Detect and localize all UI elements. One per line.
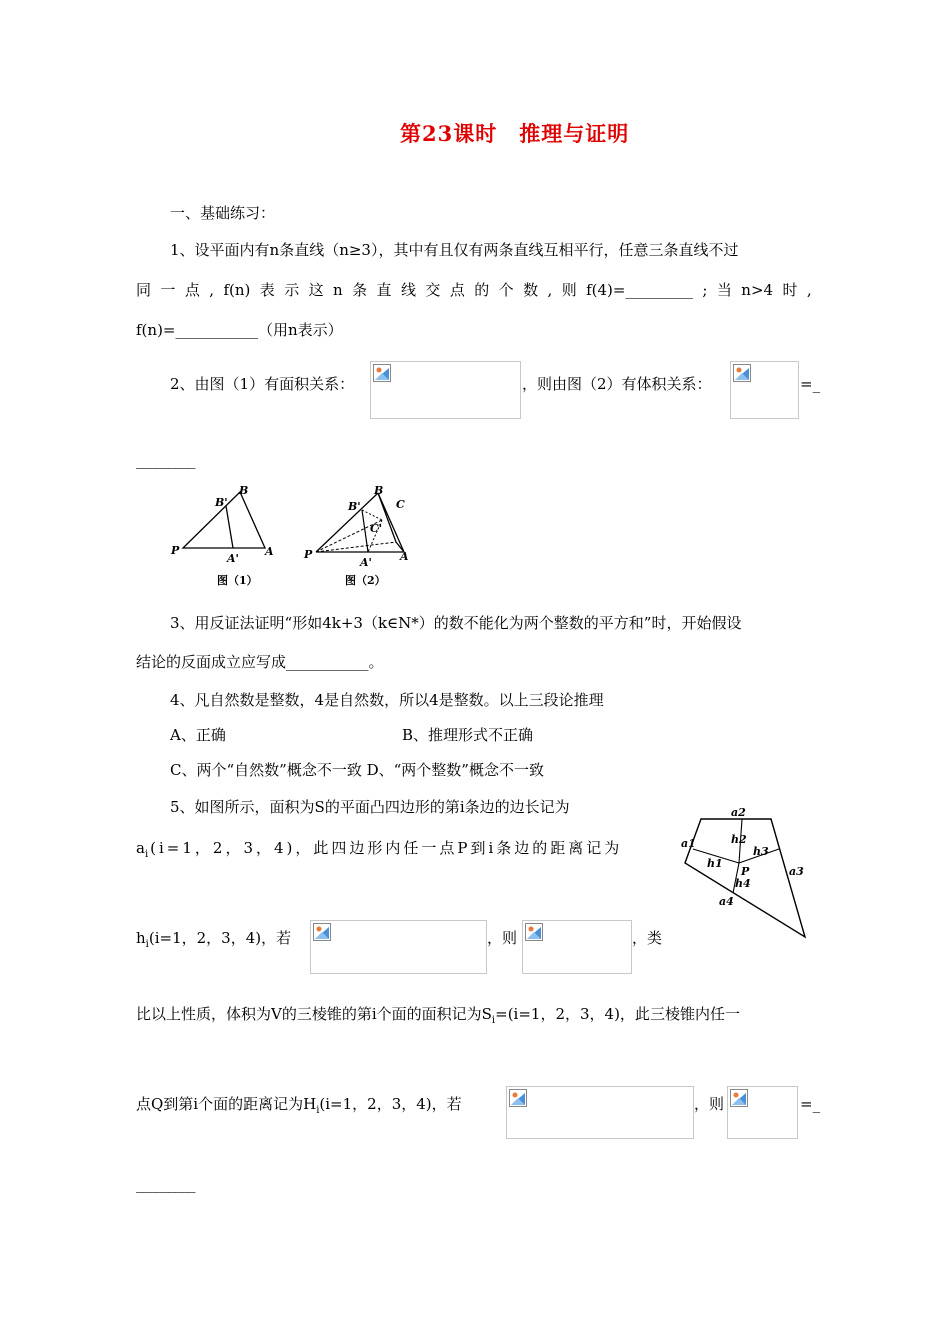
q5-line2-text: (i=1，2，3，4)，此四边形内任一点P到i条边的距离记为 (150, 839, 623, 857)
q1-line2-token: 示 (284, 281, 300, 299)
fig2-label-p: P (304, 548, 313, 561)
fig2-label-bprime: B' (348, 500, 361, 513)
fig1-label-bprime: B' (215, 496, 228, 509)
q5-line1: 5、如图所示，面积为S的平面凸四边形的第i条边的边长记为 (170, 798, 570, 816)
q5-then-1: ，则 (487, 929, 518, 947)
fig1-label-b: B (239, 484, 249, 497)
fig2-label-a: A (400, 550, 409, 563)
broken-image-icon (313, 923, 331, 941)
quad-label-a1: a1 (681, 837, 696, 850)
broken-image-formula-2 (730, 361, 799, 419)
q1-line1: 1、设平面内有n条直线（n≥3），其中有且仅有两条直线互相平行，任意三条直线不过 (170, 241, 739, 259)
q5-line5-start: 点Q到第i个面的距离记为$H_i(i=1$，2，3，4)，若 (136, 1095, 462, 1116)
q1-line2-token: 点 (184, 281, 200, 299)
q4-option-b: B、推理形式不正确 (402, 726, 534, 744)
q4-options-cd: C、两个“自然数”概念不一致 D、“两个整数”概念不一致 (170, 761, 544, 779)
figure-2-pyramid (300, 480, 420, 590)
q2-middle: ，则由图（2）有体积关系： (522, 375, 712, 393)
q3-line2: 结论的反面成立应写成___________。 (136, 653, 384, 671)
q1-line2-token: , (209, 281, 215, 299)
q1-line2-token: , (547, 281, 553, 299)
q1-line2-token: f(4)=_________ (586, 281, 693, 299)
quad-label-h1: h1 (707, 857, 723, 870)
q2-suffix: =_ (800, 375, 821, 393)
broken-image-formula-6 (727, 1086, 798, 1139)
q1-line2-token: 线 (400, 281, 416, 299)
q2-prefix: 2、由图（1）有面积关系： (170, 375, 355, 393)
quad-label-h2: h2 (731, 833, 747, 846)
section-heading: 一、基础练习： (170, 204, 276, 222)
q5-then-2: ，则 (694, 1095, 725, 1113)
q1-line2-token: ; (702, 281, 708, 299)
q1-line2-token: 当 (716, 281, 732, 299)
q1-line2-token: n (333, 281, 343, 299)
figure-quadrilateral (675, 805, 815, 945)
quad-label-p: P (741, 865, 750, 878)
q1-line2-token: 的 (474, 281, 490, 299)
q1-line2-token: 则 (561, 281, 577, 299)
q1-line2 (136, 280, 812, 300)
broken-image-icon (525, 923, 543, 941)
q1-line2-token: 交 (425, 281, 441, 299)
quad-label-a4: a4 (719, 895, 734, 908)
q5-answer-blank: _________ (136, 1175, 195, 1193)
q1-line2-token: 点 (449, 281, 465, 299)
page-title: 第23课时 推理与证明 (400, 121, 630, 146)
fig1-caption: 图（1） (217, 574, 258, 587)
broken-image-formula-1 (370, 361, 521, 419)
broken-image-icon (730, 1089, 748, 1107)
fig2-label-b: B (374, 484, 384, 497)
q1-line2-token: n>4 (741, 281, 774, 299)
q1-line3: f(n)=___________（用n表示） (136, 321, 343, 339)
fig2-label-cprime: C' (370, 522, 383, 535)
quad-label-a2: a2 (731, 806, 746, 819)
q1-line2-token: 个 (498, 281, 514, 299)
q2-answer-blank: _________ (136, 451, 195, 469)
broken-image-icon (373, 364, 391, 382)
q1-line2-token: 一 (160, 281, 176, 299)
q1-line2-token: 同 (136, 281, 152, 299)
broken-image-formula-5 (506, 1086, 694, 1139)
fig2-label-c: C (396, 498, 405, 511)
q1-line2-token: f(n) (223, 281, 251, 299)
fig1-label-a: A (265, 545, 274, 558)
q1-line2-token: , (806, 281, 812, 299)
q1-line2-token: 时 (782, 281, 798, 299)
broken-image-formula-3 (310, 920, 487, 974)
q5-line2: $a_i$ (i=1，2，3，4)，此四边形内任一点P到i条边的距离记为 (136, 839, 623, 860)
broken-image-icon (733, 364, 751, 382)
figure-1-triangle (165, 480, 285, 590)
q1-line2-token: 数 (523, 281, 539, 299)
fig2-label-aprime: A' (360, 556, 372, 569)
q5-line5-end: =_ (800, 1095, 821, 1113)
q3-line1: 3、用反证法证明“形如4k+3（k∈N*）的数不能化为两个整数的平方和”时，开始假设 (170, 614, 742, 632)
quad-label-a3: a3 (789, 865, 804, 878)
fig2-caption: 图（2） (345, 574, 386, 587)
broken-image-formula-4 (522, 920, 632, 974)
q1-line2-token: 条 (352, 281, 368, 299)
q4-option-a: A、正确 (170, 726, 226, 744)
q5-line4: 比以上性质，体积为V的三棱锥的第i个面的面积记为$S_i=(i=1$，2，3，4)，此三棱锥内任一 (136, 1005, 740, 1026)
q4-stem: 4、凡自然数是整数，4是自然数，所以4是整数。以上三段论推理 (170, 691, 604, 709)
quad-label-h4: h4 (735, 877, 751, 890)
broken-image-icon (509, 1089, 527, 1107)
quad-label-h3: h3 (753, 845, 769, 858)
q5-line3-end: ，类 (632, 929, 663, 947)
q5-line3-start: $h_i(i=1$，2，3，4)，若 (136, 929, 292, 950)
fig1-label-p: P (171, 544, 180, 557)
q1-line2-token: 直 (376, 281, 392, 299)
q1-line2-token: 表 (259, 281, 275, 299)
q1-line2-token: 这 (308, 281, 324, 299)
fig1-label-aprime: A' (227, 552, 239, 565)
